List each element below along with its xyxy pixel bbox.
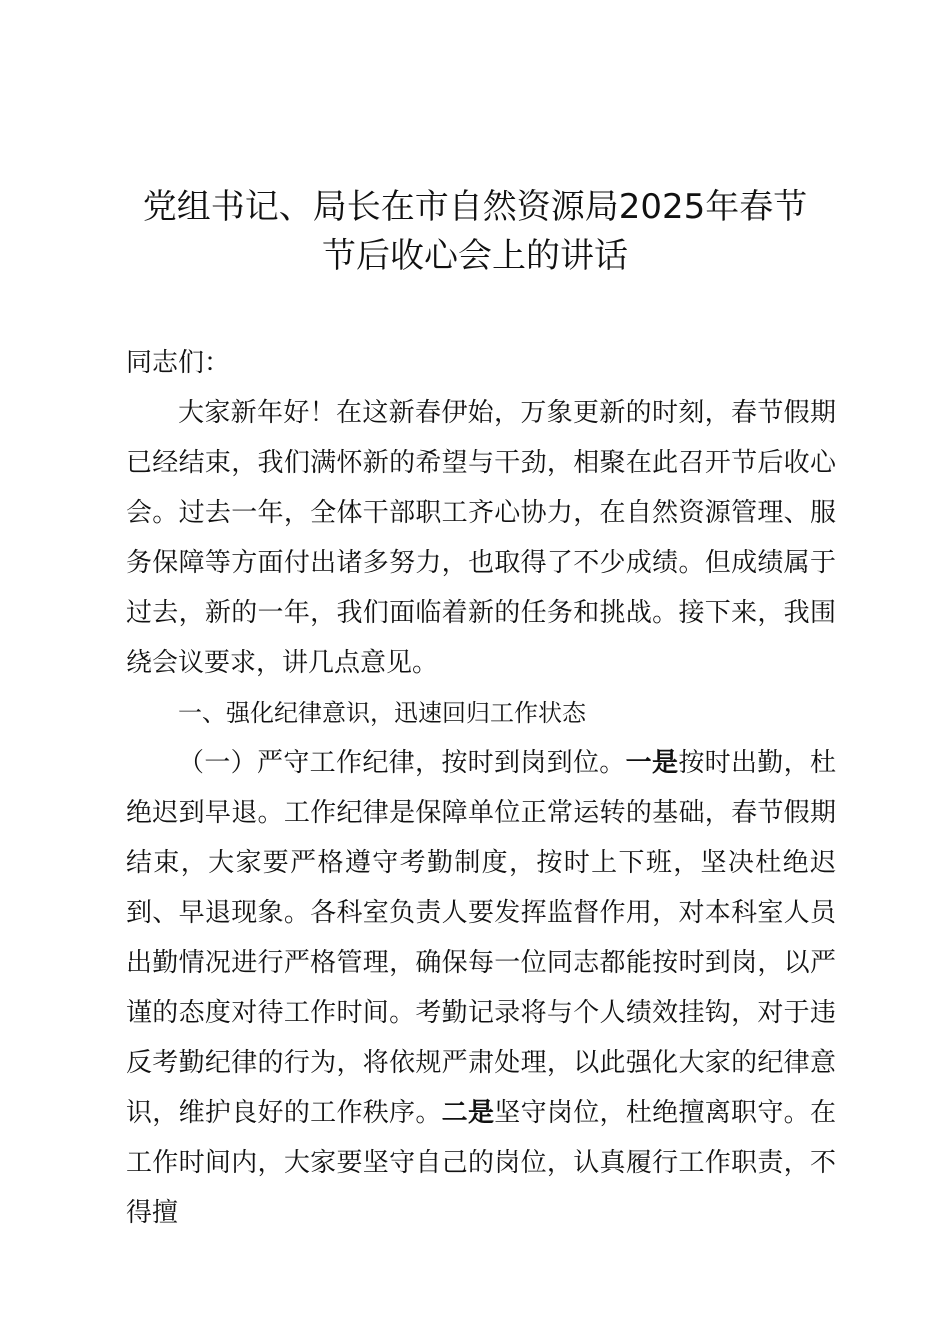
point-text-2: 坚守岗位，杜绝擅离职守。在工作时间内，大家要坚守自己的岗位，认真履行工作职责，不得擅 (126, 1098, 836, 1228)
point-marker-2: 二是 (441, 1098, 495, 1128)
intro-paragraph: 大家新年好！在这新春伊始，万象更新的时刻，春节假期已经结束，我们满怀新的希望与干劲，相聚在此召开节后收心会。过去一年，全体干部职工齐心协力，在自然资源管理、服务保障等方面付出诸多努力，也取得了不少成绩。但成绩属于过去，新的一年，我们面临着新的任务和挑战。接下来，我围绕会议要求，讲几点意见。 (126, 398, 836, 678)
point-marker-1: 一是 (625, 748, 679, 778)
salutation: 同志们： (126, 348, 231, 378)
document-body (126, 338, 836, 1238)
document-title-line2: 节后收心会上的讲话 (322, 236, 628, 276)
subsection-label: （一）严守工作纪律，按时到岗到位。 (178, 748, 626, 778)
section-heading-1: 一、强化纪律意识，迅速回归工作状态 (178, 699, 586, 727)
document-title-line1: 党组书记、局长在市自然资源局2025年春节 (142, 187, 808, 227)
subsection-paragraph-1 (126, 738, 836, 1238)
point-text-1: 按时出勤，杜绝迟到早退。工作纪律是保障单位正常运转的基础，春节假期结束，大家要严格遵守考勤制度，按时上下班，坚决杜绝迟到、早退现象。各科室负责人要发挥监督作用，对本科室人员出勤情况进行严格管理，确保每一位同志都能按时到岗，以严谨的态度对待工作时间。考勤记录将与个人绩效挂钩，对于违反考勤纪律的行为，将依规严肃处理，以此强化大家的纪律意识，维护良好的工作秩序。 (126, 748, 836, 1128)
